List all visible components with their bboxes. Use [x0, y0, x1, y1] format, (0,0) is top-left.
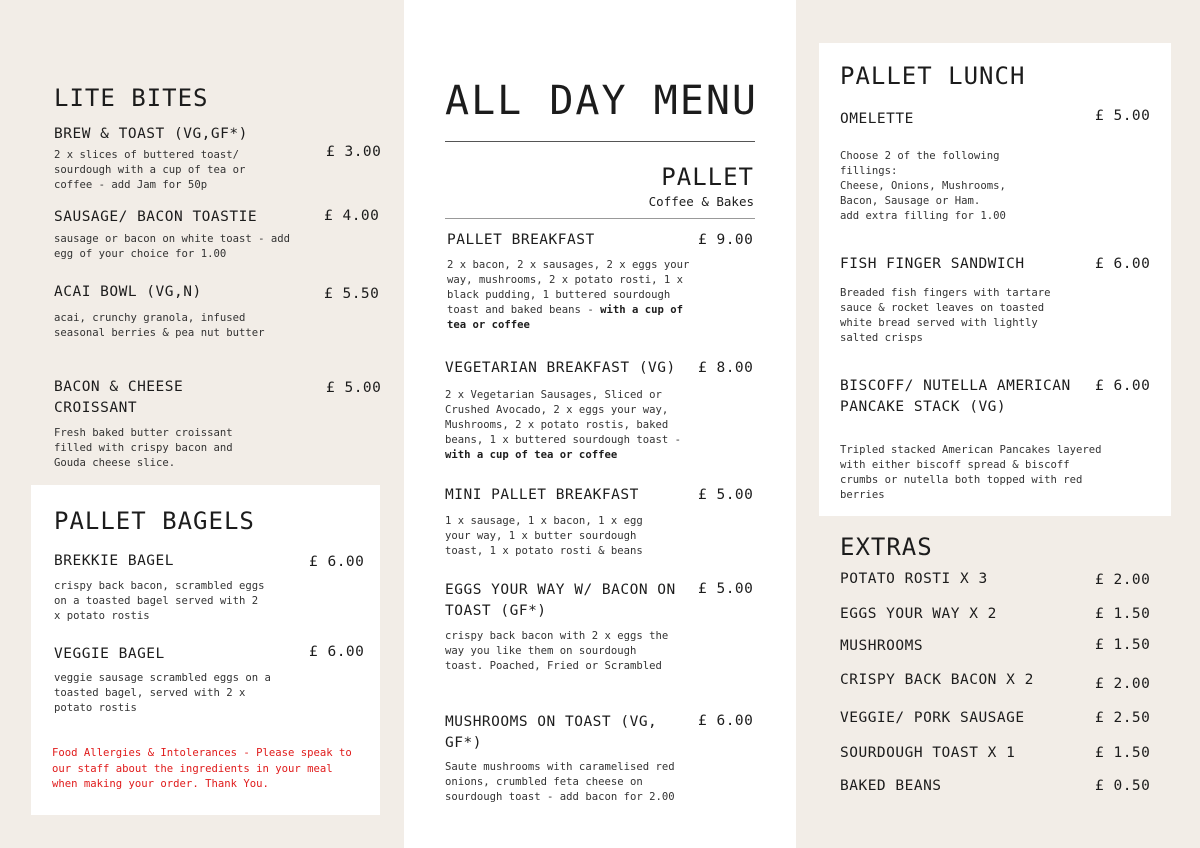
menu-item-description: Choose 2 of the following fillings: Cheese, Onions, Mushrooms, Bacon, Sausage or Ham. add extra filling for 1.00 — [840, 150, 1006, 222]
menu-item-name: ACAI BOWL (VG,N) — [54, 284, 202, 300]
menu-item-name: OMELETTE — [840, 111, 914, 127]
menu-item-description: 1 x sausage, 1 x bacon, 1 x egg your way, 1 x butter sourdough toast, 1 x potato rosti & beans — [445, 515, 643, 557]
extras-item-price: £ 1.50 — [1095, 606, 1151, 622]
lite-bites-heading: LITE BITES — [54, 84, 209, 112]
menu-item-price: £ 8.00 — [698, 360, 754, 376]
menu-item-price: £ 9.00 — [698, 232, 754, 248]
menu-item-description: crispy back bacon with 2 x eggs the way you like them on sourdough toast. Poached, Fried or Scrambled — [445, 630, 669, 672]
menu-item-description: crispy back bacon, scrambled eggs on a toasted bagel served with 2 x potato rostis — [54, 580, 265, 622]
brand-tagline: Coffee & Bakes — [648, 194, 754, 209]
extras-item-name: SOURDOUGH TOAST X 1 — [840, 745, 1016, 761]
extras-item-name: POTATO ROSTI X 3 — [840, 571, 988, 587]
menu-item-price: £ 6.00 — [309, 644, 365, 660]
menu-item-price: £ 6.00 — [1095, 378, 1151, 394]
menu-item-description: Fresh baked butter croissant filled with crispy bacon and Gouda cheese slice. — [54, 427, 233, 469]
menu-item-price: £ 5.00 — [1095, 108, 1151, 124]
menu-item-description: 2 x bacon, 2 x sausages, 2 x eggs your way, mushrooms, 2 x potato rosti, 1 x black pudding, 1 buttered sourdough toast and baked beans - with a cup of tea or coffee — [447, 259, 690, 331]
menu-item-name: VEGETARIAN BREAKFAST (VG) — [445, 360, 676, 376]
extras-item-price: £ 1.50 — [1095, 745, 1151, 761]
menu-item-price: £ 5.00 — [698, 487, 754, 503]
menu-item-description: sausage or bacon on white toast - add egg of your choice for 1.00 — [54, 233, 290, 260]
extras-item-name: CRISPY BACK BACON X 2 — [840, 672, 1034, 688]
menu-item-description: veggie sausage scrambled eggs on a toasted bagel, served with 2 x potato rostis — [54, 672, 271, 714]
menu-item-name: VEGGIE BAGEL — [54, 646, 165, 662]
menu-item-name: BREKKIE BAGEL — [54, 553, 174, 569]
menu-item-name: BREW & TOAST (VG,GF*) — [54, 126, 248, 142]
menu-item-description: 2 x Vegetarian Sausages, Sliced or Crushed Avocado, 2 x eggs your way, Mushrooms, 2 x potato rostis, baked beans, 1 x buttered sourdough toast - with a cup of tea or coffee — [445, 389, 681, 461]
menu-item-description: acai, crunchy granola, infused seasonal berries & pea nut butter — [54, 312, 265, 339]
brand-divider — [445, 218, 755, 219]
extras-item-name: VEGGIE/ PORK SAUSAGE — [840, 710, 1025, 726]
extras-item-price: £ 2.00 — [1095, 676, 1151, 692]
menu-item-price: £ 6.00 — [698, 713, 754, 729]
menu-item-description: Tripled stacked American Pancakes layered with either biscoff spread & biscoff crumbs or nutella both topped with red berries — [840, 444, 1102, 501]
menu-item-price: £ 6.00 — [309, 554, 365, 570]
extras-item-name: MUSHROOMS — [840, 638, 924, 654]
extras-heading: EXTRAS — [840, 533, 933, 561]
menu-item-name: BISCOFF/ NUTELLA AMERICAN PANCAKE STACK (VG) — [840, 378, 1071, 415]
menu-title: ALL DAY MENU — [445, 78, 758, 124]
menu-item-description: Saute mushrooms with caramelised red onions, crumbled feta cheese on sourdough toast - add bacon for 2.00 — [445, 761, 675, 803]
pallet-lunch-heading: PALLET LUNCH — [840, 62, 1026, 90]
menu-item-price: £ 5.00 — [698, 581, 754, 597]
menu-item-price: £ 4.00 — [324, 208, 380, 224]
title-divider — [445, 141, 755, 142]
menu-item-price: £ 5.00 — [326, 380, 382, 396]
extras-item-name: EGGS YOUR WAY X 2 — [840, 606, 997, 622]
pallet-bagels-heading: PALLET BAGELS — [54, 507, 255, 535]
extras-item-price: £ 0.50 — [1095, 778, 1151, 794]
menu-item-name: FISH FINGER SANDWICH — [840, 256, 1025, 272]
menu-item-description: 2 x slices of buttered toast/ sourdough with a cup of tea or coffee - add Jam for 50p — [54, 149, 246, 191]
extras-item-price: £ 2.00 — [1095, 572, 1151, 588]
pallet-bagels-panel — [31, 485, 380, 815]
brand-logo-text: PALLET — [661, 163, 754, 191]
menu-item-price: £ 3.00 — [326, 144, 382, 160]
menu-item-description: Breaded fish fingers with tartare sauce & rocket leaves on toasted white bread served with lightly salted crisps — [840, 287, 1051, 344]
extras-item-name: BAKED BEANS — [840, 778, 942, 794]
extras-item-price: £ 1.50 — [1095, 637, 1151, 653]
all-day-menu-panel — [404, 0, 796, 848]
allergy-note: Food Allergies & Intolerances - Please speak to our staff about the ingredients in your meal when making your order. Thank You. — [52, 747, 352, 790]
menu-item-price: £ 6.00 — [1095, 256, 1151, 272]
menu-item-name: MUSHROOMS ON TOAST (VG, GF*) — [445, 714, 658, 751]
menu-item-name: MINI PALLET BREAKFAST — [445, 487, 639, 503]
menu-item-name: EGGS YOUR WAY W/ BACON ON TOAST (GF*) — [445, 582, 676, 619]
extras-item-price: £ 2.50 — [1095, 710, 1151, 726]
menu-item-name: SAUSAGE/ BACON TOASTIE — [54, 209, 258, 225]
menu-item-name: PALLET BREAKFAST — [447, 232, 595, 248]
pallet-lunch-panel — [819, 43, 1171, 516]
menu-item-price: £ 5.50 — [324, 286, 380, 302]
menu-item-name: BACON & CHEESE CROISSANT — [54, 379, 184, 416]
